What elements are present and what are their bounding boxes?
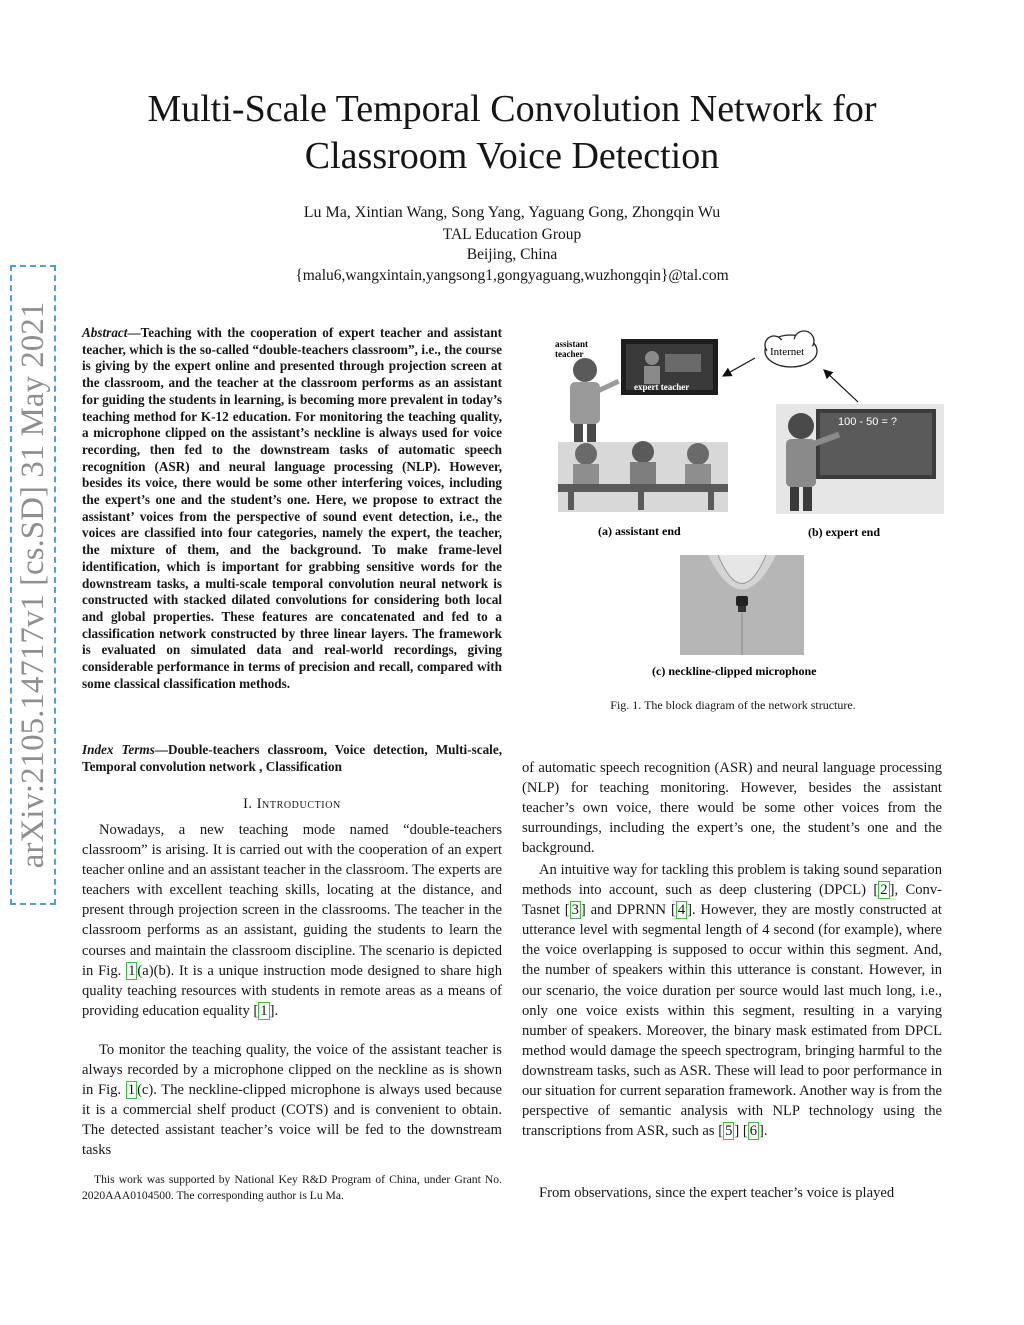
right-paragraph-2 — [522, 860, 942, 1141]
board-equation: 100 - 50 = ? — [838, 416, 898, 428]
paper-title — [60, 86, 964, 180]
citation-link[interactable]: 1 — [260, 1002, 268, 1019]
index-terms-text: —Double-teachers classroom, Voice detection, Multi-scale, Temporal convolution network , Classification — [82, 742, 502, 774]
figure-caption: Fig. 1. The block diagram of the network structure. — [610, 698, 856, 712]
intro-p2-text-a: To monitor the teaching quality, the voice of the assistant teacher is always recorded by a microphone clipped on the neckline as is shown in Fig. — [82, 1042, 502, 1099]
title-line-1: Multi-Scale Temporal Convolution Network for — [147, 88, 877, 130]
abstract — [82, 325, 502, 692]
location: Beijing, China — [466, 246, 558, 263]
title-line-2: Classroom Voice Detection — [304, 135, 720, 177]
arrow-to-screen — [723, 358, 755, 376]
citation-link[interactable]: 4 — [677, 902, 686, 919]
author-emails: {malu6,wangxintain,yangsong1,gongyaguang,wuzhongqin}@tal.com — [295, 267, 729, 284]
right-p2-text-e: ] [ — [734, 1123, 748, 1140]
right-paragraph-1: of automatic speech recognition (ASR) and neural language processing (NLP) for teaching monitoring. However, besides the assistant teacher’s own voice, there would be some other voices from the surroundings, including the expert’s one, the student’s one and the background. — [522, 760, 942, 857]
figure-1 — [548, 324, 948, 694]
figure-illustration — [548, 324, 948, 694]
author-list: Lu Ma, Xintian Wang, Song Yang, Yaguang Gong, Zhongqin Wu — [303, 204, 721, 221]
index-terms — [82, 742, 502, 775]
right-p2-text-c: ] and DPRNN [ — [580, 902, 676, 919]
expert-teacher-label: expert teacher — [634, 382, 690, 392]
citation-link[interactable]: 5 — [725, 1123, 733, 1140]
affiliation: TAL Education Group — [442, 226, 582, 243]
subcaption-b: (b) expert end — [808, 525, 880, 539]
assistant-teacher-label-2: teacher — [555, 349, 584, 359]
right-p2-text-d: ]. However, they are mostly constructed at utterance level with segmental length of 4 second (for example), where the voice overlapping is supposed to occur within this segment. And, the number of speakers within this utterance is constant. However, in our scenario, the voice duration per source would last much long, i.e., only one voice exists within this segment, resulting in a varying number of speakers. Moreover, the binary mask estimated from DPCL method would damage the speech spectrogram, bringing harmful to the downstream tasks, such as ASR. These will lead to poor performance in our situation for current separation framework. Another way is from the perspective of semantic analysis with NLP technology using the transcriptions from ASR, such as [ — [522, 902, 942, 1140]
figure-ref-link[interactable]: 1 — [128, 962, 136, 979]
right-p2-text-b: ], Conv-Tasnet [ — [522, 882, 942, 919]
intro-paragraph-2 — [82, 1040, 502, 1161]
abstract-text: —Teaching with the cooperation of expert teacher and assistant teacher, which is the so-called “double-teachers classroom”, i.e., the course is giving by the expert online and presented through projection screen at the classroom, and the teacher at the classroom performs as an assistant for guiding the students in learning, is becoming more prevalent in today’s teaching method for K-12 education. For monitoring the teaching quality, a microphone clipped on the assistant’s neckline is always used for voice recording, then fed to the downstream tasks of automatic speech recognition (ASR) and neural language processing (NLP). However, besides its voice, there would be some other interfering voices, including the expert’s one and the student’s one. Here, we propose to extract the assistant’ voices from the perspective of sound event detection, i.e., the voices are classified into four categories, namely the expert, the teacher, the mixture of them, and the background. To make frame-level identification, which is important for grabbing sensitive words for the downstream tasks, a multi-scale temporal convolution neural network is constructed with stacked dilated convolutions for considering both local and global properties. These features are concatenated and fed to a classification network constructed by three linear layers. The framework is evaluated on simulated data and real-world recordings, giving considerable performance in terms of precision and recall, compared with some classical classification methods. — [82, 325, 502, 691]
footnote: This work was supported by National Key R&D Program of China, under Grant No. 2020AAA0104500. The corresponding author is Lu Ma. — [82, 1173, 502, 1202]
citation-link[interactable]: 3 — [571, 902, 579, 919]
assistant-teacher-drawing — [570, 358, 620, 450]
section-heading — [82, 795, 502, 813]
section-number: I. — [243, 796, 253, 812]
figure-ref-link[interactable]: 1 — [127, 1082, 136, 1099]
subcaption-c: (c) neckline-clipped microphone — [652, 664, 817, 678]
subcaption-a: (a) assistant end — [598, 524, 681, 538]
citation-link[interactable]: 2 — [880, 882, 888, 899]
right-paragraph-3: From observations, since the expert teacher’s voice is played — [539, 1185, 895, 1201]
arrow-to-internet — [824, 370, 858, 402]
neckline-microphone-photo — [680, 555, 804, 655]
intro-p1-text-c: ]. — [269, 1002, 279, 1019]
citation-link[interactable]: 6 — [749, 1123, 758, 1140]
internet-label: Internet — [770, 346, 805, 358]
intro-p2-text-b: (c). The neckline-clipped microphone is always used because it is a commercial shelf product (COTS) and is convenient to obtain. The detected assistant teacher’s voice will be fed to the downstream tasks — [82, 1082, 503, 1159]
intro-p1-text-b: (a)(b). It is a unique instruction mode designed to share high quality teaching resources with students in remote areas as a means of providing education equality [ — [82, 962, 502, 1019]
right-p2-text-f: ]. — [759, 1123, 768, 1140]
index-terms-lead: Index Terms — [82, 742, 155, 757]
intro-paragraph-1 — [82, 820, 502, 1021]
abstract-lead: Abstract — [82, 325, 128, 340]
section-title: Introduction — [256, 796, 341, 812]
students-classroom-drawing — [558, 441, 728, 512]
right-p2-text-a: An intuitive way for tackling this problem is taking sound separation methods into account, such as deep clustering (DPCL) [ — [522, 862, 942, 899]
arxiv-identifier: arXiv:2105.14717v1 [cs.SD] 31 May 2021 — [10, 265, 56, 905]
intro-p1-text-a: Nowadays, a new teaching mode named “double-teachers classroom” is arising. It is carried out with the cooperation of an expert teacher online and an assistant teacher in the classroom. The experts are teachers with excellent teaching skills, locating at the distance, and present through projection screen in the classrooms. The teacher in the classroom performs as an assistant, guiding the students to learn the courses and maintain the classroom discipline. The scenario is depicted in Fig. — [82, 822, 502, 979]
assistant-teacher-label-1: assistant — [555, 339, 589, 349]
